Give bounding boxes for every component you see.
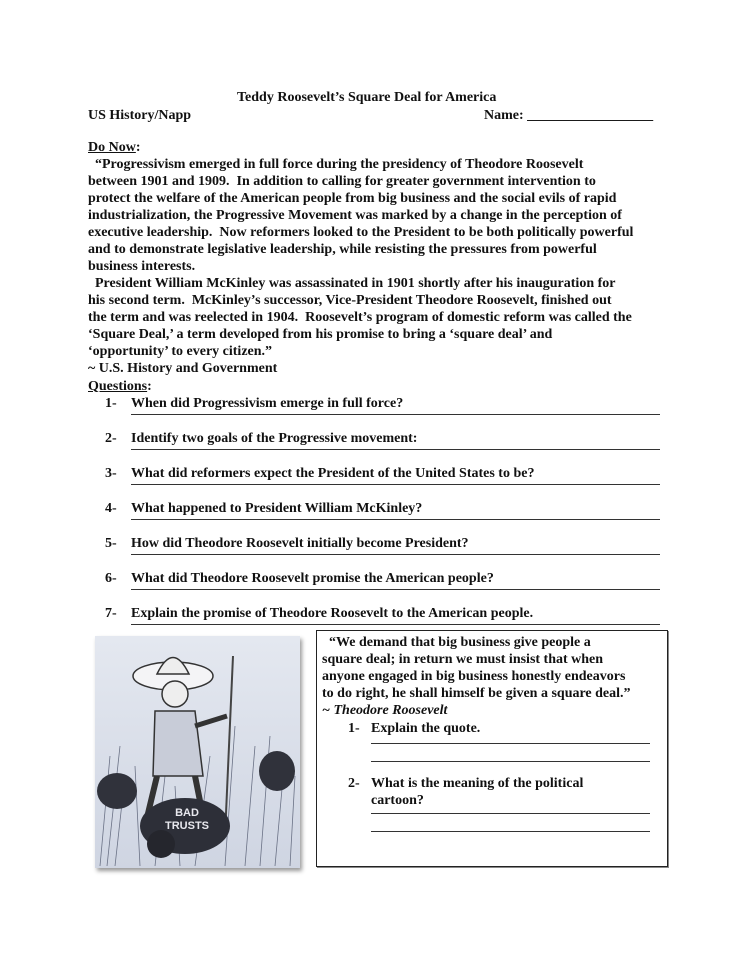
question-number: 3- xyxy=(105,466,117,481)
question-text: What happened to President William McKinley? xyxy=(131,501,423,516)
answer-line[interactable] xyxy=(131,484,660,485)
passage-line: industrialization, the Progressive Movement was marked by a change in the perception of xyxy=(88,208,622,223)
question-text: When did Progressivism emerge in full force? xyxy=(131,396,404,411)
question-number: 5- xyxy=(105,536,117,551)
answer-line[interactable] xyxy=(371,743,650,744)
box-question-number: 2- xyxy=(348,776,360,791)
answer-line[interactable] xyxy=(131,449,660,450)
answer-line[interactable] xyxy=(131,519,660,520)
question-number: 6- xyxy=(105,571,117,586)
quote-line: to do right, he shall himself be given a square deal.” xyxy=(322,686,631,701)
course-label: US History/Napp xyxy=(88,108,192,123)
question-text: What did Theodore Roosevelt promise the American people? xyxy=(131,571,494,586)
answer-line[interactable] xyxy=(371,831,650,832)
answer-line[interactable] xyxy=(131,554,660,555)
passage-line: “Progressivism emerged in full force during the presidency of Theodore Roosevelt xyxy=(88,157,584,172)
do-now-label: Do Now xyxy=(88,140,136,155)
question-text: Explain the promise of Theodore Roosevelt to the American people. xyxy=(131,606,534,621)
box-question-text: What is the meaning of the political xyxy=(371,776,584,791)
box-question-number: 1- xyxy=(348,721,360,736)
passage-line: protect the welfare of the American people from big business and the social evils of rapid xyxy=(88,191,617,206)
question-item xyxy=(105,535,469,552)
quote-line: anyone engaged in big business honestly endeavors xyxy=(322,669,626,684)
bear-label-bad: BAD xyxy=(175,807,199,819)
question-item xyxy=(105,395,403,412)
answer-line[interactable] xyxy=(371,761,650,762)
passage-line: executive leadership. Now reformers looked to the President to be both politically powerful xyxy=(88,225,634,240)
question-number: 4- xyxy=(105,501,117,516)
quote-line: square deal; in return we must insist that when xyxy=(322,652,604,667)
passage-line: business interests. xyxy=(88,259,196,274)
questions-colon: : xyxy=(147,379,152,394)
question-text: Identify two goals of the Progressive movement: xyxy=(131,431,418,446)
answer-line[interactable] xyxy=(131,589,660,590)
passage-line: the term and was reelected in 1904. Roosevelt’s program of domestic reform was called the xyxy=(88,310,632,325)
box-question-text: cartoon? xyxy=(371,793,424,808)
passage-line: ~ U.S. History and Government xyxy=(88,361,278,376)
small-bear-left xyxy=(97,773,137,809)
question-number: 2- xyxy=(105,431,117,446)
do-now-heading xyxy=(88,139,141,156)
quote-attribution: ~ Theodore Roosevelt xyxy=(322,703,448,718)
answer-line[interactable] xyxy=(131,624,660,625)
name-field[interactable]: Name: __________________ xyxy=(484,108,654,123)
question-item xyxy=(105,465,534,482)
passage-line: between 1901 and 1909. In addition to calling for greater government intervention to xyxy=(88,174,596,189)
question-item xyxy=(105,500,422,517)
worksheet-title: Teddy Roosevelt’s Square Deal for America xyxy=(237,90,497,105)
question-item xyxy=(105,430,417,447)
question-number: 1- xyxy=(105,396,117,411)
box-question-text: Explain the quote. xyxy=(371,721,481,736)
question-item xyxy=(105,570,494,587)
passage-line: his second term. McKinley’s successor, Vice-President Theodore Roosevelt, finished out xyxy=(88,293,612,308)
questions-heading xyxy=(88,378,152,395)
quote-line: “We demand that big business give people a xyxy=(322,635,591,650)
small-bear-right xyxy=(259,751,295,791)
question-item xyxy=(105,605,533,622)
questions-label: Questions xyxy=(88,379,148,394)
passage-line: ‘Square Deal,’ a term developed from his promise to bring a ‘square deal’ and xyxy=(88,327,553,342)
bear-label-trusts: TRUSTS xyxy=(165,820,209,832)
answer-line[interactable] xyxy=(131,414,660,415)
quote-box xyxy=(316,630,668,867)
question-text: What did reformers expect the President of the United States to be? xyxy=(131,466,535,481)
do-now-colon: : xyxy=(135,140,141,155)
passage-line: and to demonstrate legislative leadership, while resisting the pressures from powerful xyxy=(88,242,597,257)
political-cartoon-image xyxy=(95,636,300,868)
passage-line: ‘opportunity’ to every citizen.” xyxy=(88,344,273,359)
question-text: How did Theodore Roosevelt initially become President? xyxy=(131,536,469,551)
answer-line[interactable] xyxy=(371,813,650,814)
question-number: 7- xyxy=(105,606,117,621)
passage-line: President William McKinley was assassinated in 1901 shortly after his inauguration for xyxy=(88,276,616,291)
